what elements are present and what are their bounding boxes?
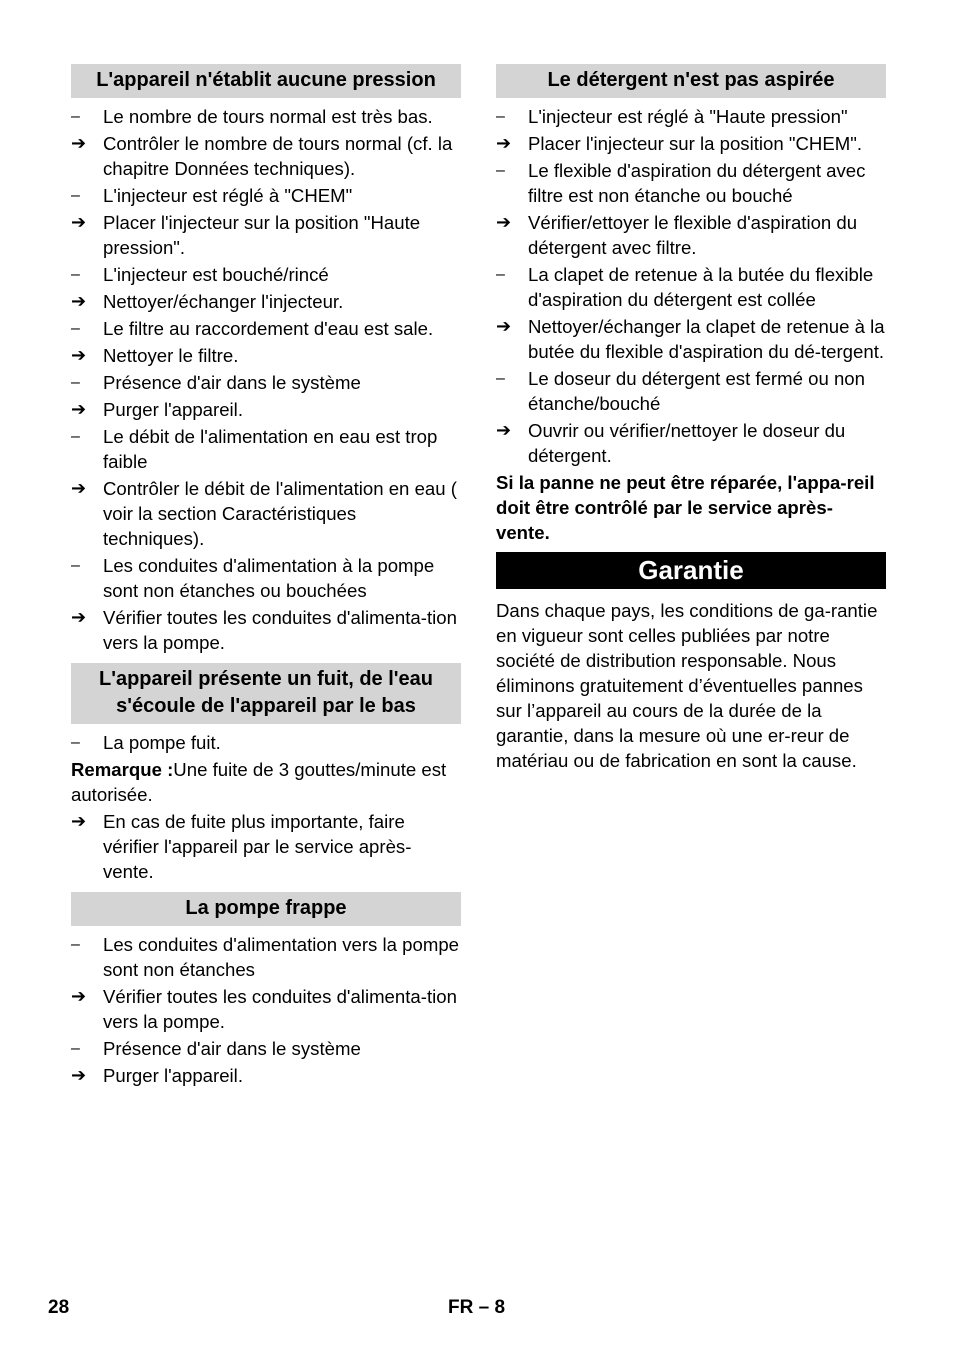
detergent-list <box>496 104 886 468</box>
list-item <box>71 289 461 314</box>
list-item <box>71 343 461 368</box>
list-item <box>71 131 461 181</box>
item-text: Contrôler le nombre de tours normal (cf. la chapitre Données techniques). <box>103 133 453 179</box>
arrow-right-icon: ➔ <box>71 986 87 1006</box>
list-item <box>71 104 461 129</box>
note <box>71 757 461 807</box>
list-item <box>496 210 886 260</box>
list-item <box>496 158 886 208</box>
list-item <box>71 809 461 884</box>
item-text: Le flexible d'aspiration du détergent avec filtre est non étanche ou bouché <box>528 160 866 206</box>
dash-bullet: – <box>71 187 80 204</box>
list-item <box>71 605 461 655</box>
item-text: Purger l'appareil. <box>103 399 243 420</box>
arrow-right-icon: ➔ <box>71 811 87 831</box>
dash-bullet: – <box>71 1040 80 1057</box>
item-text: Nettoyer le filtre. <box>103 345 239 366</box>
item-text: Les conduites d'alimentation à la pompe sont non étanches ou bouchées <box>103 555 435 601</box>
arrow-right-icon: ➔ <box>71 345 87 365</box>
item-text: L'injecteur est réglé à "Haute pression" <box>528 106 848 127</box>
dash-bullet: – <box>496 266 505 283</box>
arrow-right-icon: ➔ <box>71 212 87 232</box>
item-text: Vérifier/ettoyer le flexible d'aspiration du détergent avec filtre. <box>528 212 858 258</box>
list-item <box>496 131 886 156</box>
list-item <box>71 262 461 287</box>
pump-knocks-list <box>71 932 461 1088</box>
item-text: L'injecteur est réglé à "CHEM" <box>103 185 353 206</box>
dash-bullet: – <box>496 108 505 125</box>
service-notice: Si la panne ne peut être réparée, l'appa-reil doit être contrôlé par le service après-vente. <box>496 472 875 543</box>
arrow-right-icon: ➔ <box>71 133 87 153</box>
arrow-right-icon: ➔ <box>496 212 512 232</box>
arrow-right-icon: ➔ <box>496 316 512 336</box>
section-heading-detergent: Le détergent n'est pas aspirée <box>496 64 886 98</box>
list-item <box>71 316 461 341</box>
list-item <box>71 932 461 982</box>
right-column <box>496 64 886 773</box>
list-item <box>71 476 461 551</box>
dash-bullet: – <box>496 370 505 387</box>
item-text: Purger l'appareil. <box>103 1065 243 1086</box>
dash-bullet: – <box>71 374 80 391</box>
item-text: Le filtre au raccordement d'eau est sale. <box>103 318 434 339</box>
note-text: Une fuite de 3 gouttes/minute est autorisée. <box>71 759 447 805</box>
dash-bullet: – <box>496 162 505 179</box>
item-text: Présence d'air dans le système <box>103 372 361 393</box>
list-item <box>71 1063 461 1088</box>
section-heading-no-pressure: L'appareil n'établit aucune pression <box>71 64 461 98</box>
item-text: Le doseur du détergent est fermé ou non étanche/bouché <box>528 368 865 414</box>
list-item <box>71 183 461 208</box>
item-text: Vérifier toutes les conduites d'alimenta-tion vers la pompe. <box>103 986 457 1032</box>
dash-bullet: – <box>71 320 80 337</box>
item-text: Le débit de l'alimentation en eau est trop faible <box>103 426 438 472</box>
item-text: Placer l'injecteur sur la position "CHEM". <box>528 133 862 154</box>
list-item <box>71 370 461 395</box>
list-item <box>496 262 886 312</box>
item-text: Présence d'air dans le système <box>103 1038 361 1059</box>
arrow-right-icon: ➔ <box>496 133 512 153</box>
dash-bullet: – <box>71 428 80 445</box>
note-label: Remarque : <box>71 759 174 780</box>
item-text: La pompe fuit. <box>103 732 221 753</box>
dash-bullet: – <box>71 557 80 574</box>
item-text: En cas de fuite plus importante, faire vérifier l'appareil par le service après-vente. <box>103 811 412 882</box>
list-item <box>496 418 886 468</box>
arrow-right-icon: ➔ <box>71 478 87 498</box>
page-number: 28 <box>48 1297 70 1318</box>
section-heading-pump-knocks: La pompe frappe <box>71 892 461 926</box>
item-text: Vérifier toutes les conduites d'alimenta-tion vers la pompe. <box>103 607 457 653</box>
list-item <box>496 366 886 416</box>
item-text: Nettoyer/échanger la clapet de retenue à la butée du flexible d'aspiration du dé-tergent. <box>528 316 885 362</box>
item-text: Le nombre de tours normal est très bas. <box>103 106 433 127</box>
list-item <box>71 553 461 603</box>
section-heading-leak: L'appareil présente un fuit, de l'eau s'écoule de l'appareil par le bas <box>71 663 461 724</box>
dash-bullet: – <box>71 266 80 283</box>
list-item <box>71 397 461 422</box>
item-text: Placer l'injecteur sur la position "Haute pression". <box>103 212 421 258</box>
item-text: Nettoyer/échanger l'injecteur. <box>103 291 344 312</box>
left-column <box>71 64 461 1090</box>
item-text: Ouvrir ou vérifier/nettoyer le doseur du détergent. <box>528 420 846 466</box>
list-item <box>71 1036 461 1061</box>
dash-bullet: – <box>71 936 80 953</box>
arrow-right-icon: ➔ <box>71 1065 87 1085</box>
list-item <box>71 210 461 260</box>
garantie-text: Dans chaque pays, les conditions de ga-rantie en vigueur sont celles publiées par notre société de distribution responsable. Nous éliminons gratuitement d’éventuelles pannes sur l’appareil au cours de la durée de la garantie, dans la mesure où une er-reur de matériau ou de fabrication en sont la cause. <box>496 600 878 771</box>
item-text: La clapet de retenue à la butée du flexible d'aspiration du détergent est collée <box>528 264 874 310</box>
section-heading-garantie: Garantie <box>496 552 886 589</box>
item-text: L'injecteur est bouché/rincé <box>103 264 329 285</box>
arrow-right-icon: ➔ <box>71 607 87 627</box>
list-item <box>71 424 461 474</box>
arrow-right-icon: ➔ <box>71 399 87 419</box>
arrow-right-icon: ➔ <box>496 420 512 440</box>
list-item <box>71 730 461 755</box>
list-item <box>496 314 886 364</box>
dash-bullet: – <box>71 734 80 751</box>
list-item <box>71 984 461 1034</box>
no-pressure-list <box>71 104 461 655</box>
dash-bullet: – <box>71 108 80 125</box>
section-page-label: FR – 8 <box>448 1297 506 1318</box>
item-text: Les conduites d'alimentation vers la pompe sont non étanches <box>103 934 460 980</box>
item-text: Contrôler le débit de l'alimentation en eau ( voir la section Caractéristiques techniques). <box>103 478 457 549</box>
arrow-right-icon: ➔ <box>71 291 87 311</box>
list-item <box>496 104 886 129</box>
